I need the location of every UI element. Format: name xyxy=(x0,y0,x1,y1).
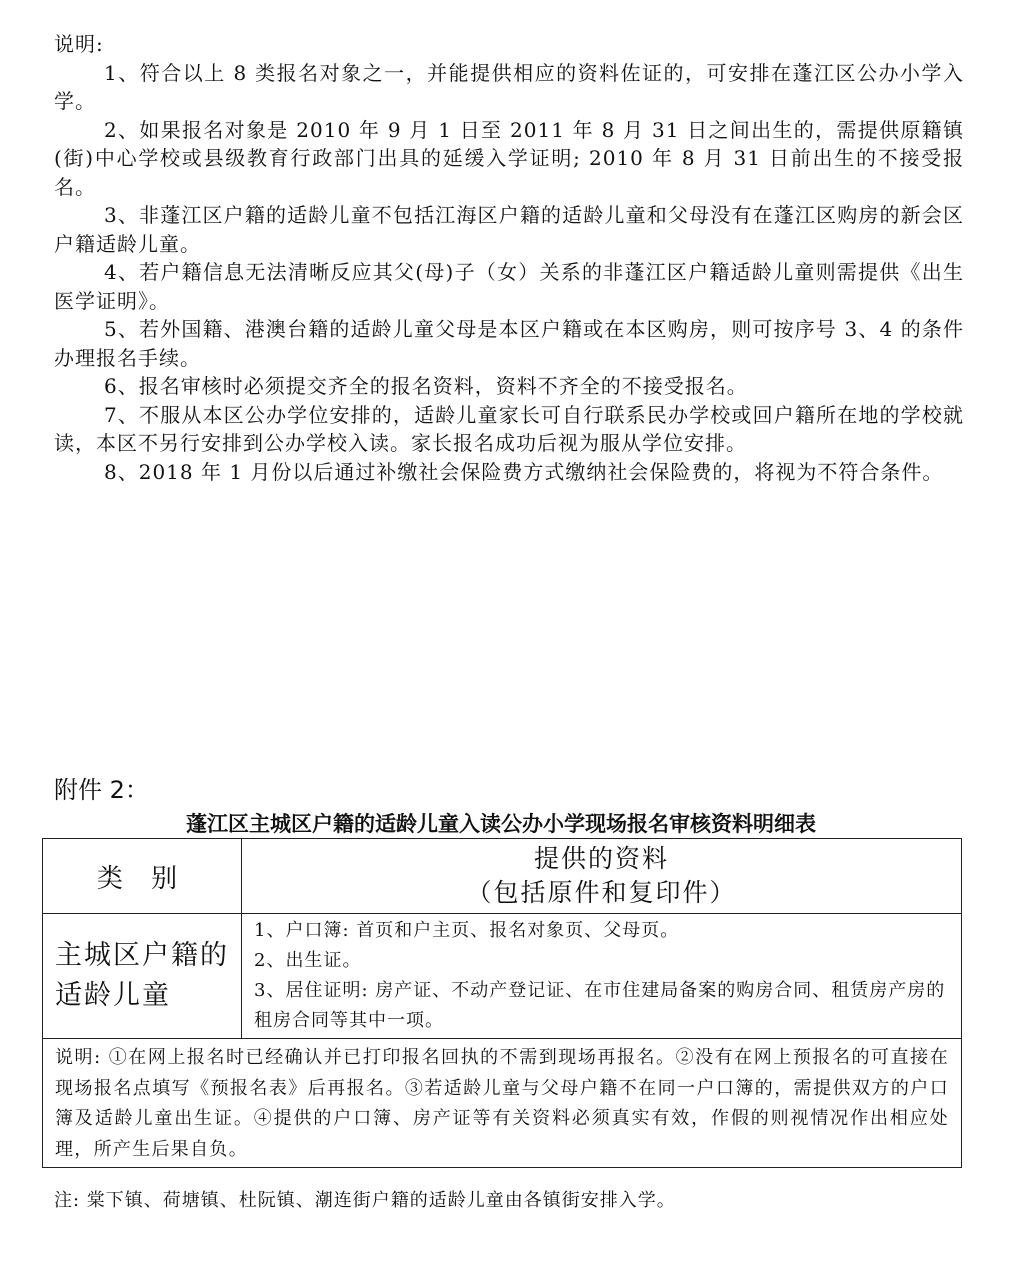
notes-section xyxy=(54,30,964,486)
note-item-8: 8、2018 年 1 月份以后通过补缴社会保险费方式缴纳社会保险费的，将视为不符合条件。 xyxy=(104,459,944,484)
note-item-3: 3、非蓬江区户籍的适龄儿童不包括江海区户籍的适龄儿童和父母没有在蓬江区购房的新会区户籍适龄儿童。 xyxy=(54,203,964,256)
table-title: 蓬江区主城区户籍的适龄儿童入读公办小学现场报名审核资料明细表 xyxy=(186,812,816,836)
notes-heading: 说明: xyxy=(54,32,104,56)
note-item-6: 6、报名审核时必须提交齐全的报名资料，资料不齐全的不接受报名。 xyxy=(104,374,748,398)
row-materials xyxy=(242,914,962,1039)
attachment-label: 附件 2： xyxy=(54,776,149,804)
header-materials-line1: 提供的资料 xyxy=(533,844,669,873)
footnote: 注: 棠下镇、荷塘镇、杜阮镇、潮连街户籍的适龄儿童由各镇街安排入学。 xyxy=(54,1190,676,1211)
header-category: 类 别 xyxy=(43,839,242,914)
table-row xyxy=(43,914,962,1039)
table-explanation: 说明: ①在网上报名时已经确认并已打印报名回执的不需到现场再报名。②没有在网上预报名的可直接在现场报名点填写《预报名表》后再报名。③若适龄儿童与父母户籍不在同一户口簿的，需提供双方的户口簿及适龄儿童出生证。④提供的户口簿、房产证等有关资料必须真实有效，作假的则视情况作出相应处理，所产生后果自负。 xyxy=(43,1039,962,1168)
note-item-4: 4、若户籍信息无法清晰反应其父(母)子（女）关系的非蓬江区户籍适龄儿童则需提供《出生医学证明》。 xyxy=(54,260,964,313)
note-item-1: 1、符合以上 8 类报名对象之一，并能提供相应的资料佐证的，可安排在蓬江区公办小学入学。 xyxy=(54,60,964,113)
header-materials xyxy=(242,839,962,914)
note-item-2: 2、如果报名对象是 2010 年 9 月 1 日至 2011 年 8 月 31 日之间出生的，需提供原籍镇(街)中心学校或县级教育行政部门出具的延缓入学证明; 2010 年 8 月 31 日前出生的不接受报名。 xyxy=(54,117,964,199)
row-category-line2: 适龄儿童 xyxy=(55,980,171,1011)
material-item-1: 1、户口簿: 首页和户主页、报名对象页、父母页。 xyxy=(254,920,680,941)
material-item-3: 3、居住证明: 房产证、不动产登记证、在市住建局备案的购房合同、租赁房产房的租房合同等其中一项。 xyxy=(254,980,946,1031)
table-explanation-row xyxy=(43,1039,962,1168)
header-materials-line2: （包括原件和复印件） xyxy=(466,878,737,907)
material-item-2: 2、出生证。 xyxy=(254,950,362,971)
row-category-line1: 主城区户籍的 xyxy=(55,940,229,971)
row-category xyxy=(43,914,242,1039)
table-header-row xyxy=(43,839,962,914)
materials-table xyxy=(42,838,962,1168)
note-item-7: 7、不服从本区公办学位安排的，适龄儿童家长可自行联系民办学校或回户籍所在地的学校就读，本区不另行安排到公办学校入读。家长报名成功后视为服从学位安排。 xyxy=(54,402,964,455)
note-item-5: 5、若外国籍、港澳台籍的适龄儿童父母是本区户籍或在本区购房，则可按序号 3、4 的条件办理报名手续。 xyxy=(54,317,964,370)
